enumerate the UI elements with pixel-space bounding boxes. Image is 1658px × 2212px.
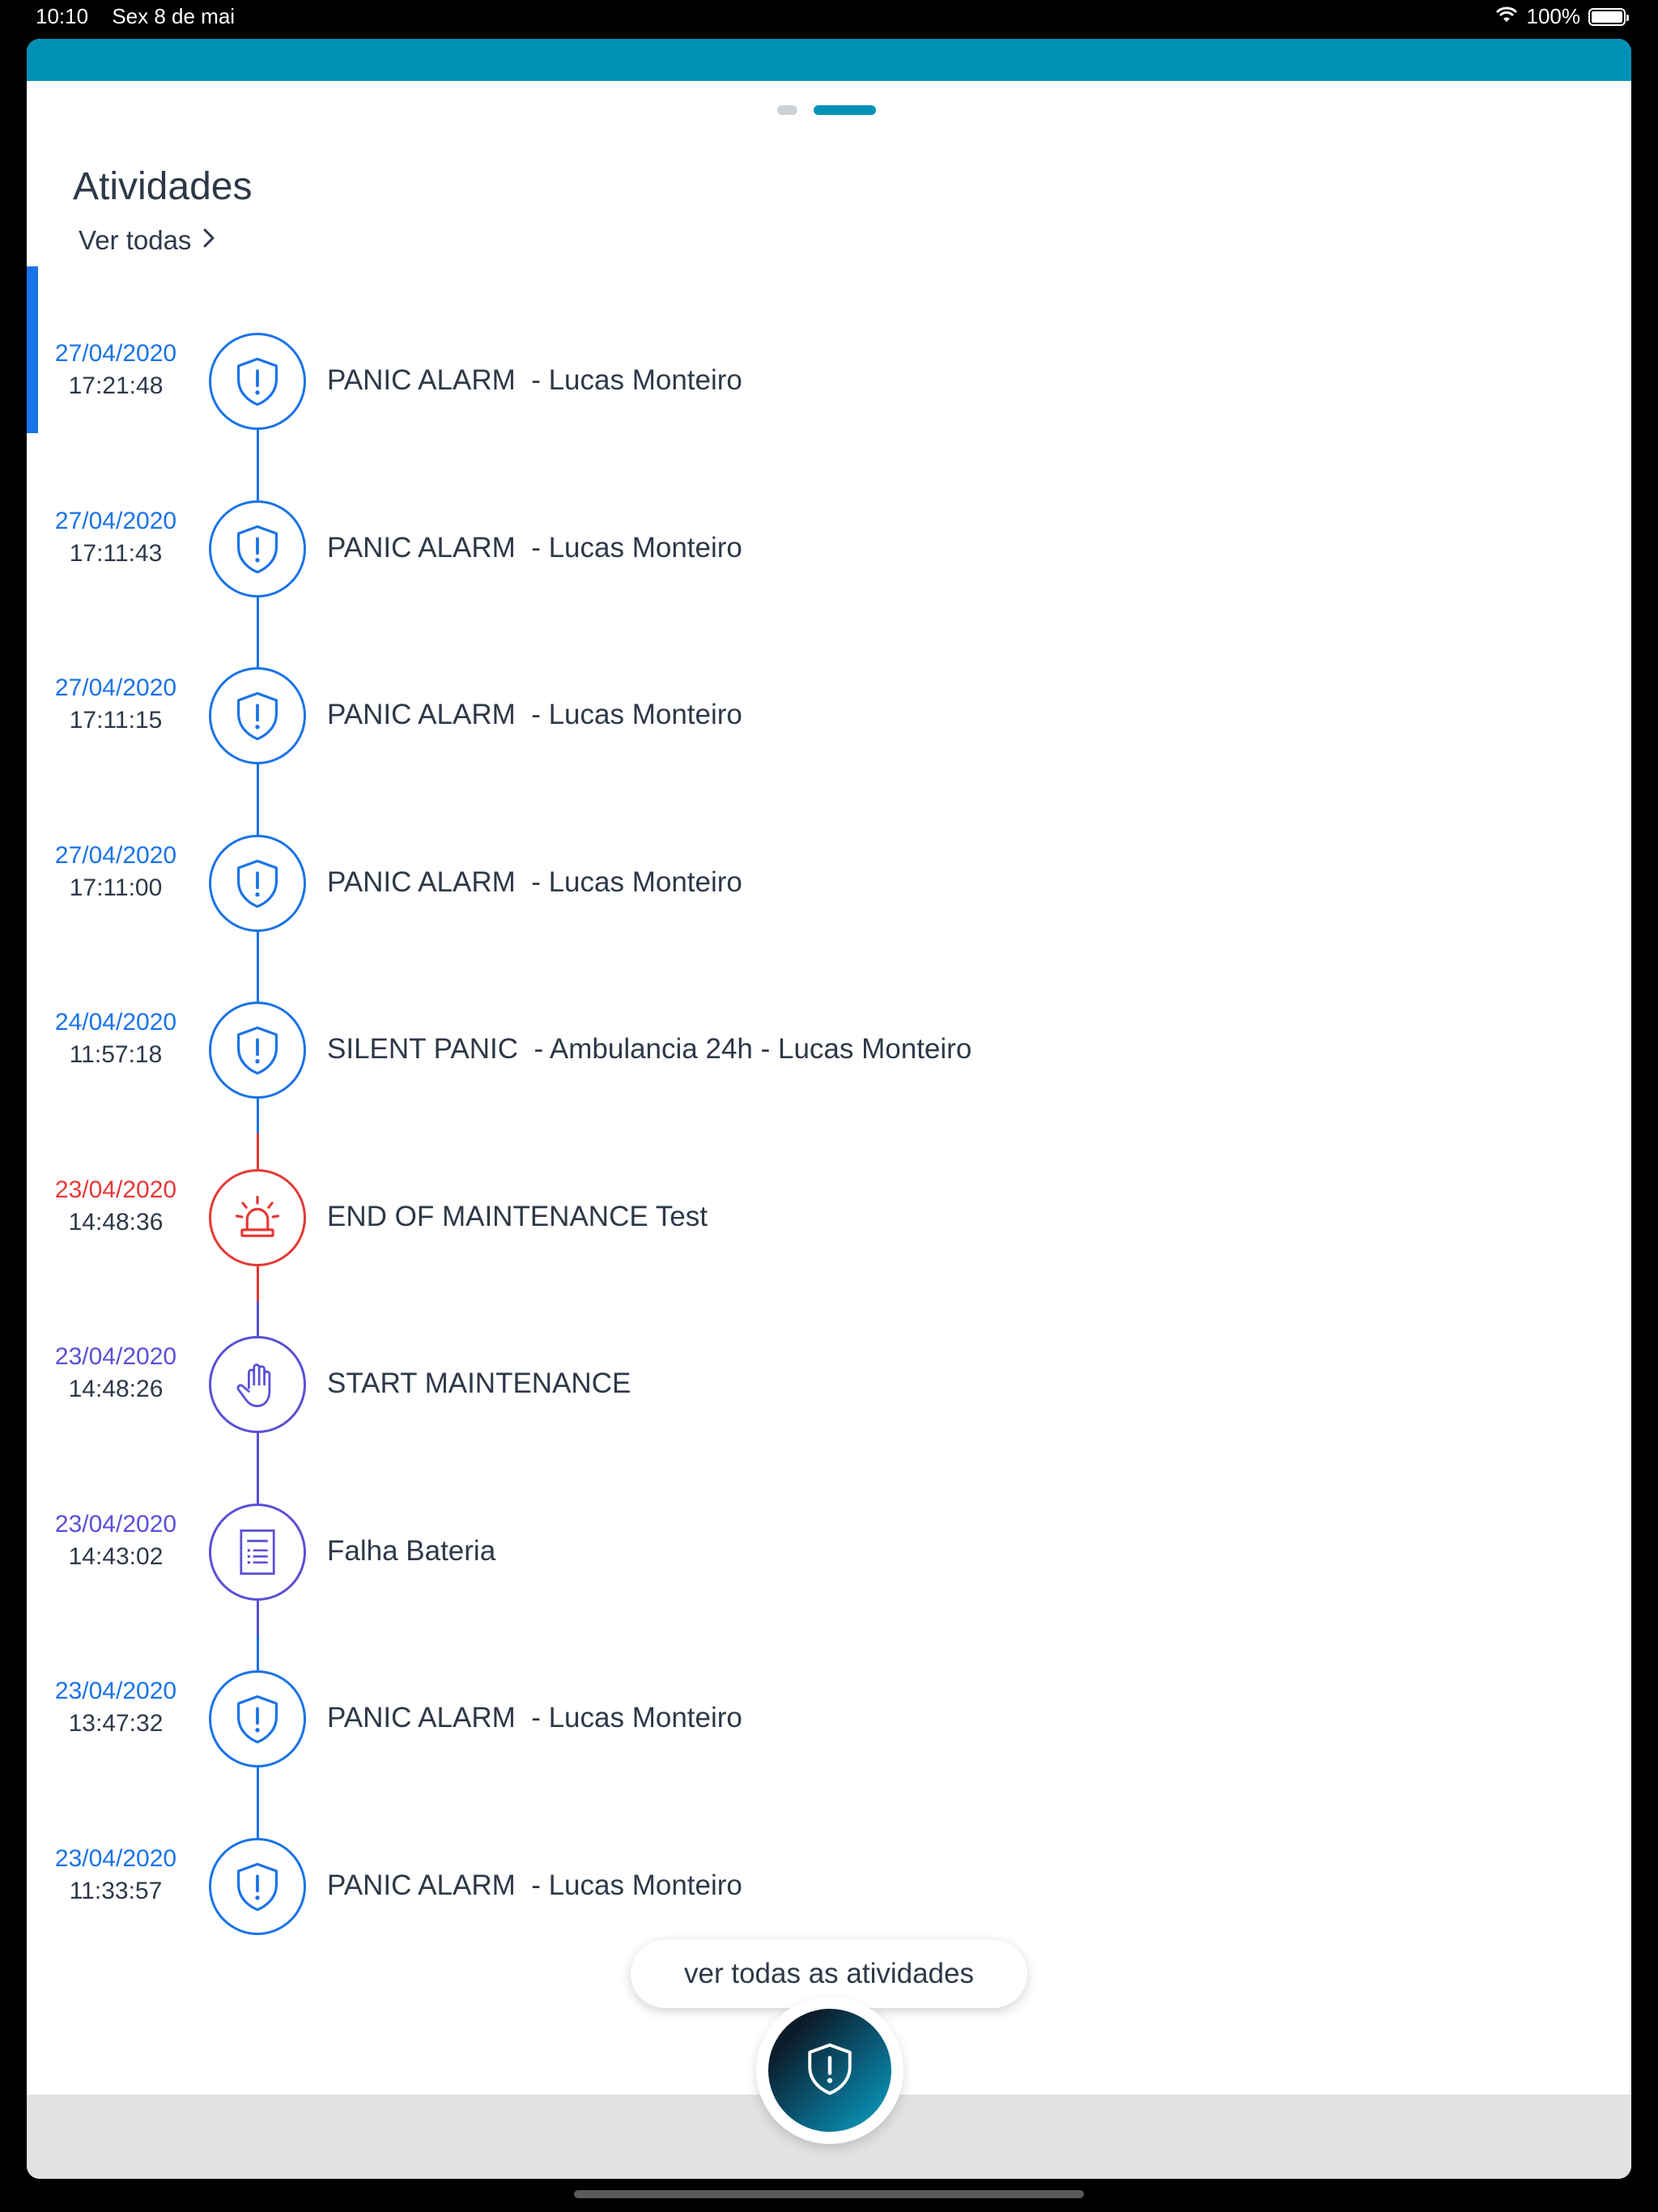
activity-time: 11:57:18 — [69, 1041, 163, 1068]
activity-time: 13:47:32 — [68, 1710, 164, 1737]
status-bar — [0, 0, 1658, 36]
see-all-activities-label: ver todas as atividades — [684, 1958, 974, 1989]
status-date: Sex 8 de mai — [112, 4, 236, 28]
activity-time: 17:21:48 — [68, 372, 164, 399]
activity-timeline — [27, 39, 1631, 2179]
battery-icon — [1588, 8, 1626, 26]
activity-date: 23/04/2020 — [54, 1176, 177, 1203]
shield-alert-icon — [209, 333, 306, 430]
shield-alert-icon — [209, 1002, 306, 1099]
activity-label: PANIC ALARM - Lucas Monteiro — [327, 1869, 742, 1901]
activity-time: 17:11:43 — [69, 539, 163, 567]
activity-label: END OF MAINTENANCE Test — [327, 1200, 708, 1232]
activity-row[interactable] — [27, 634, 1631, 801]
page-title: Atividades — [73, 165, 253, 208]
activity-date: 27/04/2020 — [54, 841, 177, 869]
activity-date: 23/04/2020 — [54, 1844, 177, 1872]
activity-time: 14:48:26 — [68, 1376, 164, 1402]
activity-label: PANIC ALARM - Lucas Monteiro — [327, 1702, 742, 1733]
activity-date: 23/04/2020 — [54, 1510, 177, 1538]
activity-label: PANIC ALARM - Lucas Monteiro — [327, 531, 742, 564]
activity-time: 14:43:02 — [68, 1542, 164, 1570]
panic-button[interactable] — [768, 2009, 891, 2132]
activity-row[interactable] — [27, 1470, 1631, 1637]
activity-time: 17:11:00 — [69, 874, 163, 901]
wifi-icon — [1494, 4, 1519, 29]
activities-card — [27, 39, 1631, 2179]
activity-row[interactable] — [27, 467, 1631, 634]
activity-time: 17:11:15 — [69, 707, 163, 734]
activity-time: 11:33:57 — [69, 1877, 163, 1904]
activity-row[interactable] — [27, 300, 1631, 466]
shield-alert-icon — [209, 835, 306, 932]
document-list-icon — [209, 1504, 306, 1601]
shield-alert-icon — [209, 1670, 306, 1767]
activity-row[interactable] — [27, 802, 1631, 968]
see-all-label: Ver todas — [79, 225, 192, 255]
home-indicator[interactable] — [574, 2190, 1084, 2198]
siren-icon — [209, 1169, 306, 1266]
activity-row[interactable] — [27, 968, 1631, 1135]
activity-row[interactable] — [27, 1136, 1631, 1303]
activity-date: 23/04/2020 — [54, 1678, 177, 1704]
activity-date: 23/04/2020 — [54, 1343, 177, 1370]
activity-date: 27/04/2020 — [54, 507, 177, 534]
hand-stop-icon — [209, 1336, 306, 1433]
status-time: 10:10 — [36, 4, 89, 28]
activity-row[interactable] — [27, 1637, 1631, 1804]
shield-alert-icon — [209, 500, 306, 598]
activity-label: PANIC ALARM - Lucas Monteiro — [327, 699, 742, 730]
activity-date: 27/04/2020 — [54, 340, 177, 367]
activity-label: PANIC ALARM - Lucas Monteiro — [327, 866, 742, 898]
activity-date: 24/04/2020 — [54, 1009, 177, 1036]
activity-row[interactable] — [27, 1303, 1631, 1470]
activity-label: Falha Bateria — [327, 1534, 496, 1567]
shield-alert-icon — [801, 2040, 859, 2102]
shield-alert-icon — [209, 1838, 306, 1935]
battery-percent: 100% — [1526, 4, 1580, 28]
activity-label: START MAINTENANCE — [327, 1368, 631, 1399]
activity-date: 27/04/2020 — [54, 674, 177, 701]
activity-label: SILENT PANIC - Ambulancia 24h - Lucas Monteiro — [327, 1033, 972, 1065]
shield-alert-icon — [209, 667, 306, 764]
activity-label: PANIC ALARM - Lucas Monteiro — [327, 364, 742, 396]
activity-time: 14:48:36 — [68, 1208, 164, 1236]
